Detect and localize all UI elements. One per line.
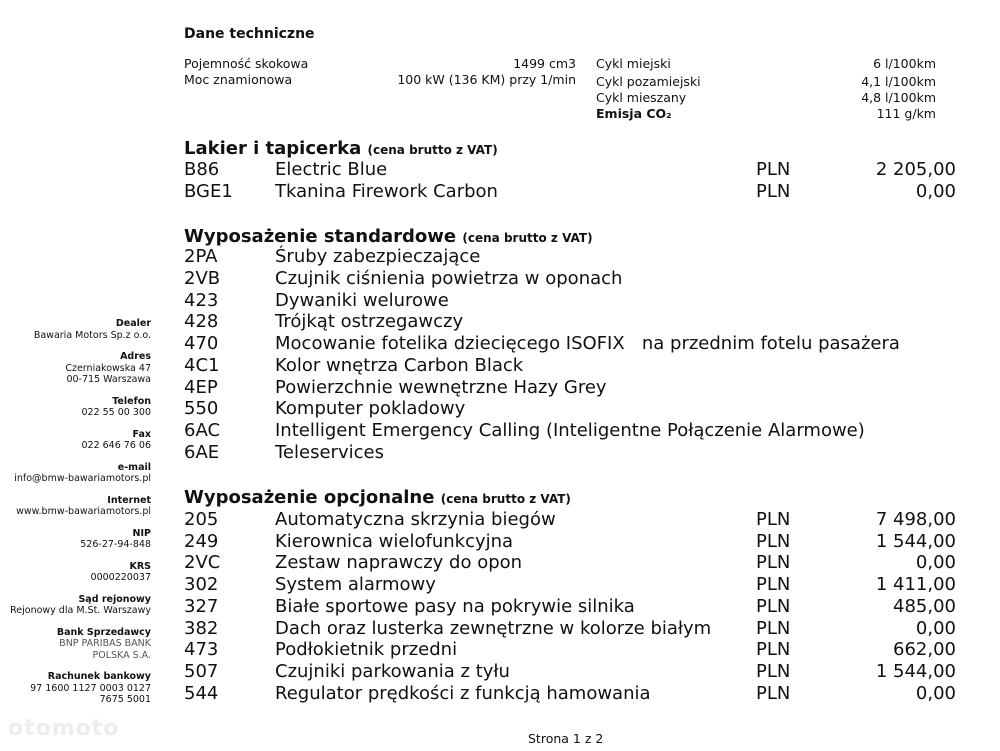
item-currency: PLN: [756, 618, 791, 639]
item-description: Białe sportowe pasy na pokrywie silnika: [275, 596, 635, 617]
court-label: Sąd rejonowy: [78, 593, 151, 605]
item-code: 423: [184, 290, 219, 311]
dealer-name: Bawaria Motors Sp.z o.o.: [33, 329, 151, 341]
section-title: Wyposażenie opcjonalne: [184, 487, 435, 508]
optional-item-row: [184, 552, 956, 574]
item-description: Zestaw naprawczy do opon: [275, 552, 523, 573]
standard-item-row: [184, 246, 956, 268]
optional-item-row: [184, 661, 956, 683]
item-code: 550: [184, 398, 219, 419]
item-description: Tkanina Firework Carbon: [275, 181, 498, 202]
item-currency: PLN: [756, 181, 791, 202]
item-description: Powierzchnie wewnętrzne Hazy Grey: [275, 377, 607, 398]
optional-item-row: [184, 639, 956, 661]
item-price: 1 544,00: [875, 531, 956, 552]
bank-label: Bank Sprzedawcy: [56, 626, 151, 638]
optional-item-row: [184, 531, 956, 553]
item-description: Automatyczna skrzynia biegów: [275, 509, 556, 530]
item-code: 6AE: [184, 442, 220, 463]
email-value[interactable]: info@bmw-bawariamotors.pl: [14, 473, 151, 484]
nip-value: 526-27-94-848: [80, 539, 151, 550]
address-label: Adres: [120, 351, 151, 362]
address-line: 00-715 Warszawa: [66, 374, 151, 385]
item-description: Teleservices: [275, 442, 384, 463]
item-price: 1 411,00: [875, 574, 956, 595]
standard-item-row: [184, 311, 956, 333]
standard-item-row: [184, 442, 956, 464]
tech-label: Pojemność skokowa: [184, 56, 309, 71]
item-description: Czujniki parkowania z tyłu: [275, 661, 510, 682]
tech-value: 4,1 l/100km: [861, 74, 936, 89]
paint-item-row: [184, 159, 956, 181]
optional-item-row: [184, 574, 956, 596]
standard-item-row: [184, 290, 956, 312]
item-code: 249: [184, 531, 219, 552]
section-title: Wyposażenie standardowe: [184, 226, 457, 247]
item-description: Trójkąt ostrzegawczy: [275, 311, 464, 332]
item-code: 2PA: [184, 246, 218, 267]
account-value: 97 1600 1127 0003 0127: [30, 682, 151, 694]
krs-value: 0000220037: [90, 572, 151, 583]
krs-label: KRS: [129, 560, 151, 572]
item-price: 0,00: [915, 618, 956, 639]
item-description: Kierownica wielofunkcyjna: [275, 531, 514, 552]
tech-label-emission: Emisja CO₂: [596, 106, 672, 121]
item-code: 2VC: [184, 552, 221, 573]
item-currency: PLN: [756, 552, 791, 573]
fax-value: 022 646 76 06: [81, 440, 151, 451]
item-currency: PLN: [756, 574, 791, 595]
item-currency: PLN: [756, 159, 791, 180]
standard-item-row: [184, 420, 956, 442]
tech-value: 111 g/km: [876, 106, 936, 121]
optional-item-row: [184, 618, 956, 640]
item-description: Kolor wnętrza Carbon Black: [275, 355, 524, 376]
tech-label: Cykl miejski: [596, 56, 671, 71]
tech-data-title: Dane techniczne: [184, 26, 315, 42]
court-value: Rejonowy dla M.St. Warszawy: [10, 605, 151, 616]
phone-label: Telefon: [112, 395, 151, 407]
item-price: 0,00: [915, 181, 956, 202]
section-note: (cena brutto z VAT): [367, 143, 498, 157]
nip-label: NIP: [132, 527, 151, 539]
account-value: 7675 5001: [99, 694, 151, 705]
item-description: Electric Blue: [275, 159, 388, 180]
page-number: Strona 1 z 2: [528, 731, 604, 746]
item-code: 2VB: [184, 268, 221, 289]
item-code: 4EP: [184, 377, 218, 398]
standard-item-row: [184, 355, 956, 377]
standard-item-row: [184, 268, 956, 290]
item-description: Intelligent Emergency Calling (Inteligentne Połączenie Alarmowe): [275, 420, 865, 441]
item-code: 544: [184, 683, 219, 704]
section-note: (cena brutto z VAT): [462, 231, 593, 245]
item-currency: PLN: [756, 509, 791, 530]
section-title: Lakier i tapicerka: [184, 138, 362, 159]
item-price: 662,00: [893, 639, 956, 660]
item-price: 485,00: [893, 596, 956, 617]
standard-item-row: [184, 333, 956, 355]
tech-value: 4,8 l/100km: [861, 90, 936, 105]
item-price: 1 544,00: [875, 661, 956, 682]
tech-value: 1499 cm3: [513, 56, 576, 71]
item-price: 0,00: [915, 552, 956, 573]
standard-item-row: [184, 398, 956, 420]
section-note: (cena brutto z VAT): [440, 492, 571, 506]
section-heading-optional: [184, 487, 571, 508]
item-price: 2 205,00: [875, 159, 956, 180]
phone-value: 022 55 00 300: [81, 407, 151, 418]
item-description: Śruby zabezpieczające: [275, 246, 481, 267]
item-code: 428: [184, 311, 219, 332]
item-code: BGE1: [184, 181, 233, 202]
item-code: 473: [184, 639, 219, 660]
watermark: otomoto: [8, 716, 120, 741]
item-description: Dywaniki welurowe: [275, 290, 449, 311]
section-heading-standard: [184, 226, 593, 247]
fax-label: Fax: [132, 428, 151, 440]
item-code: 4C1: [184, 355, 220, 376]
internet-value[interactable]: www.bmw-bawariamotors.pl: [16, 506, 151, 517]
account-label: Rachunek bankowy: [47, 671, 151, 682]
section-heading-paint: [184, 138, 498, 159]
dealer-info: [0, 318, 151, 706]
tech-label: Cykl mieszany: [596, 90, 687, 105]
item-price: 7 498,00: [875, 509, 956, 530]
item-description: Dach oraz lusterka zewnętrzne w kolorze białym: [275, 618, 712, 639]
paint-item-row: [184, 181, 956, 203]
item-description: Komputer pokladowy: [275, 398, 466, 419]
tech-label: Moc znamionowa: [184, 72, 293, 87]
item-currency: PLN: [756, 661, 791, 682]
optional-item-row: [184, 596, 956, 618]
bank-value: POLSKA S.A.: [92, 649, 151, 661]
item-description: System alarmowy: [275, 574, 436, 595]
item-price: 0,00: [915, 683, 956, 704]
item-currency: PLN: [756, 531, 791, 552]
item-code: 507: [184, 661, 219, 682]
item-description: Mocowanie fotelika dziecięcego ISOFIX na przednim fotelu pasażera: [275, 333, 900, 354]
item-currency: PLN: [756, 596, 791, 617]
item-description: Podłokietnik przedni: [275, 639, 458, 660]
email-label: e-mail: [117, 461, 151, 473]
tech-value: 100 kW (136 KM) przy 1/min: [397, 72, 576, 87]
standard-item-row: [184, 377, 956, 399]
item-code: 327: [184, 596, 219, 617]
optional-item-row: [184, 683, 956, 705]
item-code: 205: [184, 509, 219, 530]
item-currency: PLN: [756, 639, 791, 660]
item-description: Czujnik ciśnienia powietrza w oponach: [275, 268, 623, 289]
item-code: B86: [184, 159, 220, 180]
item-description: Regulator prędkości z funkcją hamowania: [275, 683, 651, 704]
tech-value: 6 l/100km: [873, 56, 936, 71]
item-code: 382: [184, 618, 219, 639]
bank-value: BNP PARIBAS BANK: [59, 638, 151, 649]
optional-item-row: [184, 509, 956, 531]
item-code: 6AC: [184, 420, 221, 441]
internet-label: Internet: [107, 494, 151, 506]
tech-label: Cykl pozamiejski: [596, 74, 701, 89]
address-line: Czerniakowska 47: [65, 362, 151, 374]
item-currency: PLN: [756, 683, 791, 704]
dealer-label: Dealer: [115, 318, 151, 329]
item-code: 302: [184, 574, 219, 595]
item-code: 470: [184, 333, 219, 354]
